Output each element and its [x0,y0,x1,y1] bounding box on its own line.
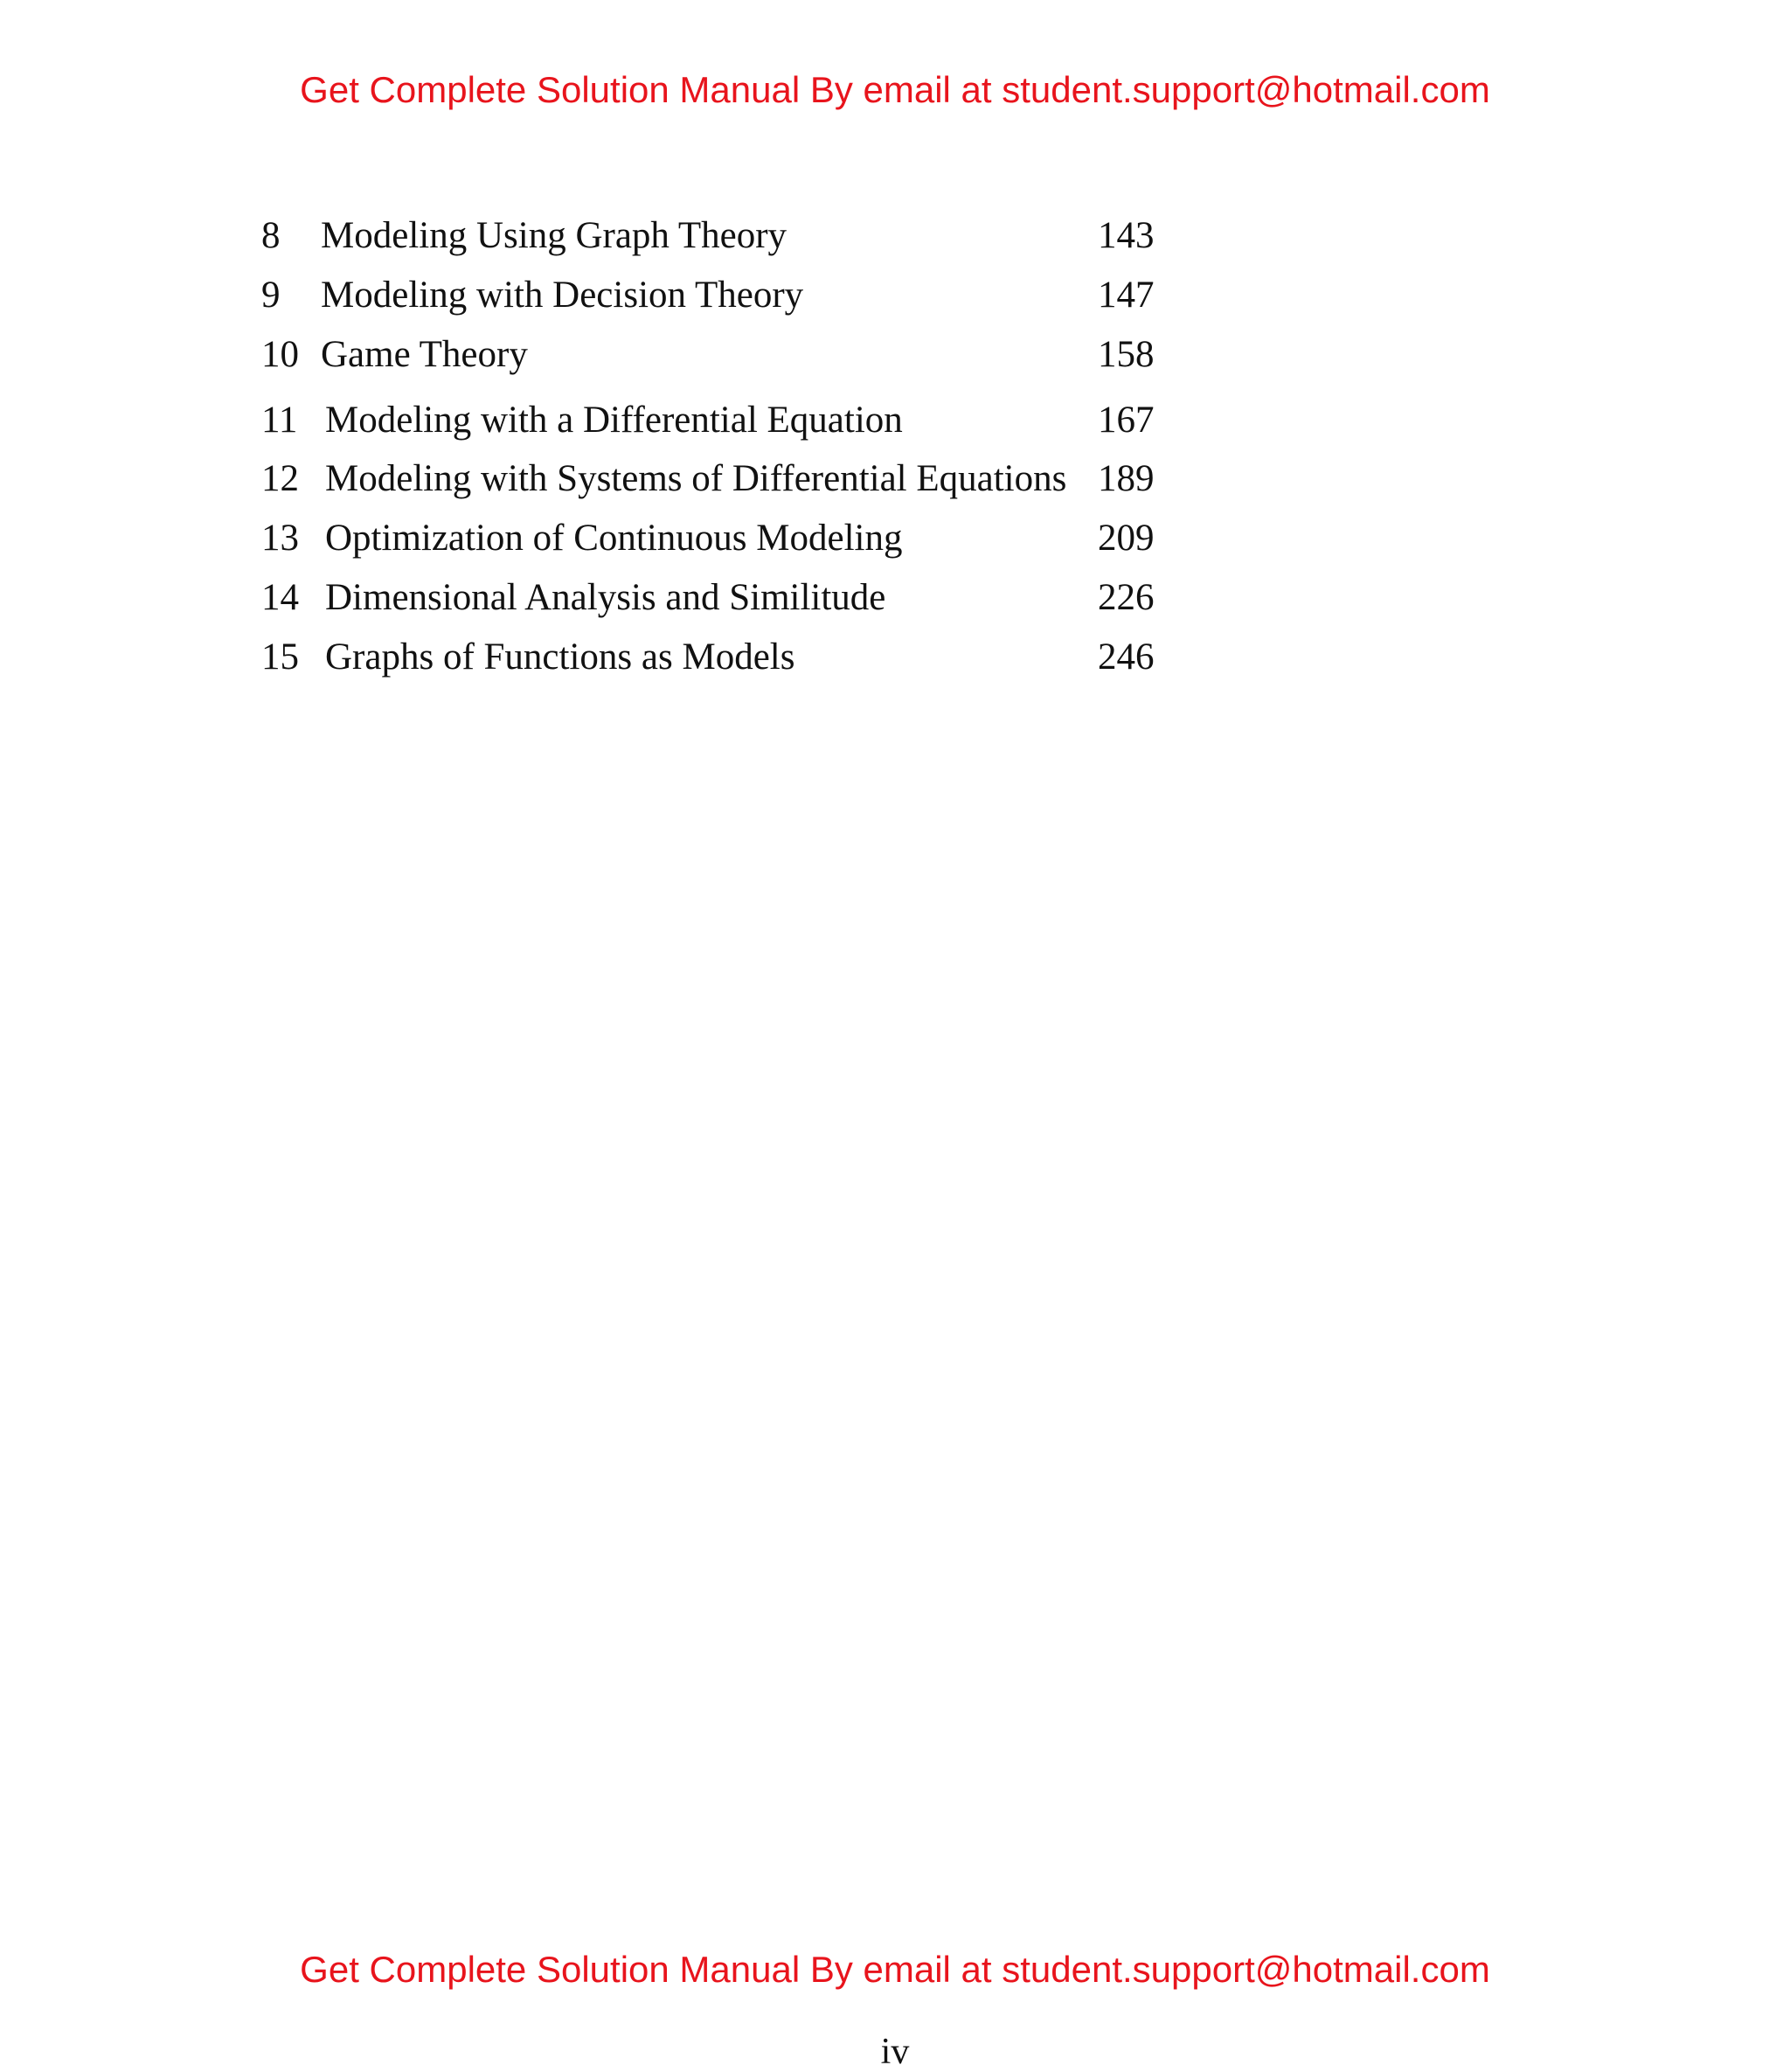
toc-entry-number: 8 [261,215,281,256]
toc-entry-title: Graphs of Functions as Models [325,636,795,678]
toc-entry [0,572,1790,624]
toc-entry-page: 158 [1098,334,1155,375]
solution-manual-banner-top: Get Complete Solution Manual By email at student.support@hotmail.com [300,69,1490,110]
toc-entry-page: 147 [1098,275,1155,316]
toc-entry-page: 226 [1098,577,1155,618]
toc-entry [0,210,1790,262]
toc-entry [0,453,1790,505]
toc-entry-title: Game Theory [321,334,528,375]
toc-entry [0,329,1790,381]
toc-entry-number: 12 [261,458,299,499]
page-number: iv [880,2032,910,2072]
toc-entry [0,631,1790,684]
toc-entry-page: 209 [1098,518,1155,559]
solution-manual-banner-bottom: Get Complete Solution Manual By email at student.support@hotmail.com [300,1949,1490,1990]
toc-entry-title: Optimization of Continuous Modeling [325,518,903,559]
toc-entry-title: Dimensional Analysis and Similitude [325,577,886,618]
toc-entry-title: Modeling with Systems of Differential Equations [325,458,1067,499]
toc-entry [0,269,1790,322]
toc-entry-title: Modeling with Decision Theory [321,275,804,316]
toc-entry-number: 14 [261,577,299,618]
toc-entry [0,512,1790,565]
toc-entry-page: 167 [1098,400,1155,441]
toc-entry-page: 246 [1098,636,1155,678]
toc-entry-number: 13 [261,518,299,559]
toc-entry-number: 10 [261,334,299,375]
toc-entry-number: 9 [261,275,281,316]
toc-entry-page: 143 [1098,215,1155,256]
toc-entry-title: Modeling with a Differential Equation [325,400,903,441]
toc-entry-number: 15 [261,636,299,678]
toc-entry-page: 189 [1098,458,1155,499]
toc-entry-number: 11 [261,400,298,441]
toc-entry-title: Modeling Using Graph Theory [321,215,787,256]
toc-entry [0,394,1790,447]
